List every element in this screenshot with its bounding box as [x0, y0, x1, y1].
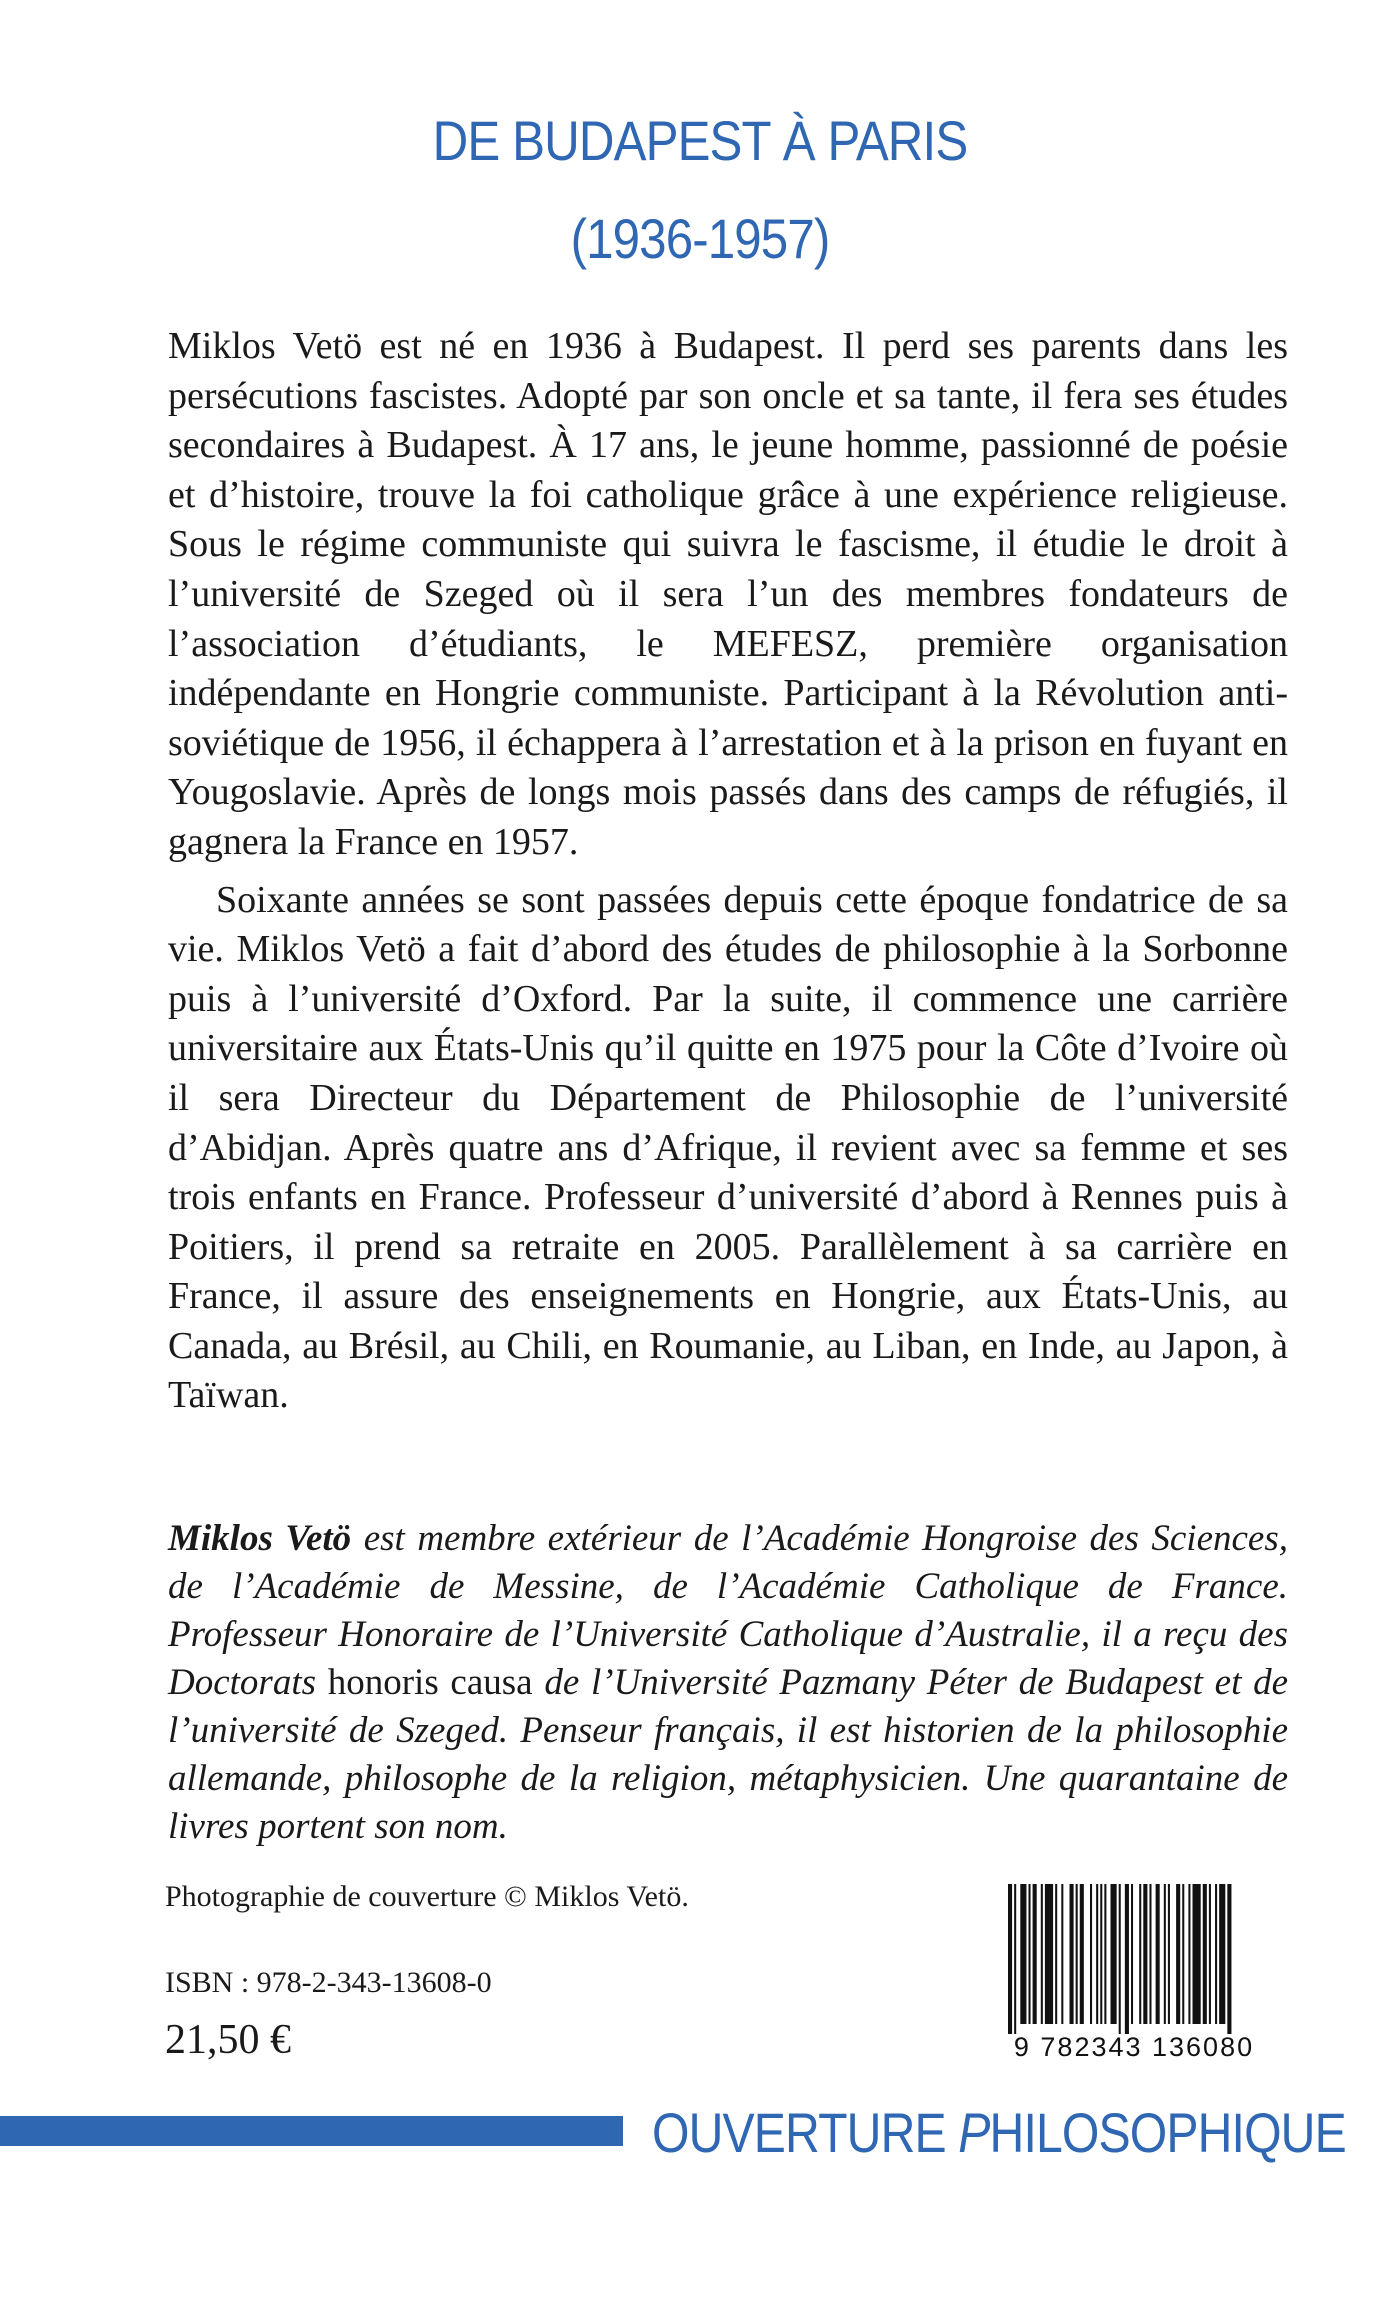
- barcode-bar: [1119, 1884, 1121, 2034]
- barcode-bar: [1125, 1884, 1129, 2034]
- series-name-italic: P: [958, 2101, 990, 2164]
- barcode-bar: [1096, 1884, 1098, 2024]
- barcode-bar: [1176, 1884, 1180, 2024]
- barcode-bar: [1076, 1884, 1078, 2024]
- author-name: Miklos Vetö: [168, 1518, 352, 1559]
- barcode-bar: [1104, 1884, 1106, 2024]
- price: 21,50 €: [165, 2017, 291, 2063]
- barcode-bar: [1090, 1884, 1092, 2024]
- barcode-bar: [1168, 1884, 1170, 2024]
- barcode-bar: [1014, 1884, 1016, 2034]
- barcode-bar: [1182, 1884, 1184, 2024]
- title-line-2: (1936-1957): [570, 207, 830, 270]
- barcode-bar: [1156, 1884, 1160, 2024]
- title-line-1: DE BUDAPEST À PARIS: [432, 109, 968, 172]
- barcode-bar: [1100, 1884, 1102, 2024]
- barcode-bars: [1006, 1884, 1276, 2034]
- series-name-part-1: OUVERTURE: [652, 2101, 959, 2164]
- barcode-bar: [1203, 1884, 1207, 2024]
- barcode-bar: [1131, 1884, 1133, 2024]
- barcode-bar: [1080, 1884, 1084, 2024]
- barcode-bar: [1029, 1884, 1031, 2024]
- bio-upright-text: honoris causa: [327, 1662, 533, 1703]
- barcode-bar: [1070, 1884, 1074, 2024]
- series-name-part-2: HILOSOPHIQUE: [989, 2101, 1346, 2164]
- barcode-bar: [1055, 1884, 1057, 2024]
- barcode-bar: [1188, 1884, 1190, 2024]
- barcode-bar: [1164, 1884, 1166, 2024]
- barcode-bar: [1139, 1884, 1141, 2024]
- barcode-bar: [1209, 1884, 1211, 2024]
- barcode-bar: [1020, 1884, 1026, 2024]
- barcode-bar: [1045, 1884, 1053, 2024]
- summary-paragraph-1: Miklos Vetö est né en 1936 à Budapest. Il perd ses parents dans les persécutions fascistes. Adopté par son oncle et sa tante, il fera ses études secondaires à Budapest. À 17 ans, le jeune homme, passionné de poésie et d’histoire, trouve la foi catholique grâce à une expérience religieuse. Sous le régime communiste qui suivra le fascisme, il étudie le droit à l’université de Szeged où il sera l’un des membres fondateurs de l’association d’étudiants, le MEFESZ, première organisation indépendante en Hongrie communiste. Participant à la Révolution anti-soviétique de 1956, il échappera à l’arrestation et à la prison en fuyant en Yougoslavie. Après de longs mois passés dans des camps de réfugiés, il gagnera la France en 1957.: [168, 325, 1288, 863]
- summary-paragraph-2: Soixante années se sont passées depuis cette époque fondatrice de sa vie. Miklos Vetö a fait d’abord des études de philosophie à la Sorbonne puis à l’université d’Oxford. Par la suite, il commence une carrière universitaire aux États-Unis qu’il quitte en 1975 pour la Côte d’Ivoire où il sera Directeur du Département de Philosophie de l’université d’Abidjan. Après quatre ans d’Afrique, il revient avec sa femme et ses trois enfants en France. Professeur d’université d’abord à Rennes puis à Poitiers, il prend sa retraite en 2005. Parallèlement à sa carrière en France, il assure des enseignements en Hongrie, aux États-Unis, au Canada, au Brésil, au Chili, en Roumanie, au Liban, en Inde, au Japon, à Taïwan.: [168, 878, 1288, 1417]
- barcode-bar: [1149, 1884, 1151, 2024]
- photo-credit: Photographie de couverture © Miklos Vetö.: [165, 1880, 689, 1913]
- barcode-bar: [1008, 1884, 1012, 2034]
- barcode-bar: [1193, 1884, 1201, 2024]
- barcode-bar: [1227, 1884, 1231, 2034]
- barcode-bar: [1111, 1884, 1117, 2024]
- bio-text-2: de l’Université Pazmany Péter de Budapest et de l’université de Szeged. Penseur français, il est historien de la philosophie allemande, philosophe de la religion, métaphysicien. Une quarantaine de livres portent son nom.: [168, 1662, 1288, 1847]
- series-name: [652, 2100, 1346, 2165]
- barcode-bar: [1215, 1884, 1217, 2024]
- barcode-bar: [1143, 1884, 1147, 2024]
- barcode-bar: [1033, 1884, 1037, 2024]
- author-bio: [168, 1515, 1288, 1851]
- isbn: ISBN : 978-2-343-13608-0: [165, 1966, 492, 1999]
- series-bar: [0, 2116, 623, 2146]
- barcode-bar: [1041, 1884, 1043, 2024]
- barcode-bar: [1219, 1884, 1225, 2024]
- barcode-bar: [1061, 1884, 1063, 2024]
- bio-text-1: est membre extérieur de l’Académie Hongroise des Sciences, de l’Académie de Messine, de l’Académie Catholique de France. Professeur Honoraire de l’Université Catholique d’Australie, il a reçu des Doctorats: [168, 1518, 1289, 1703]
- back-cover-summary: [168, 322, 1288, 1421]
- barcode: [988, 1884, 1280, 2062]
- barcode-digits: 9 782343 136080: [1013, 2032, 1255, 2062]
